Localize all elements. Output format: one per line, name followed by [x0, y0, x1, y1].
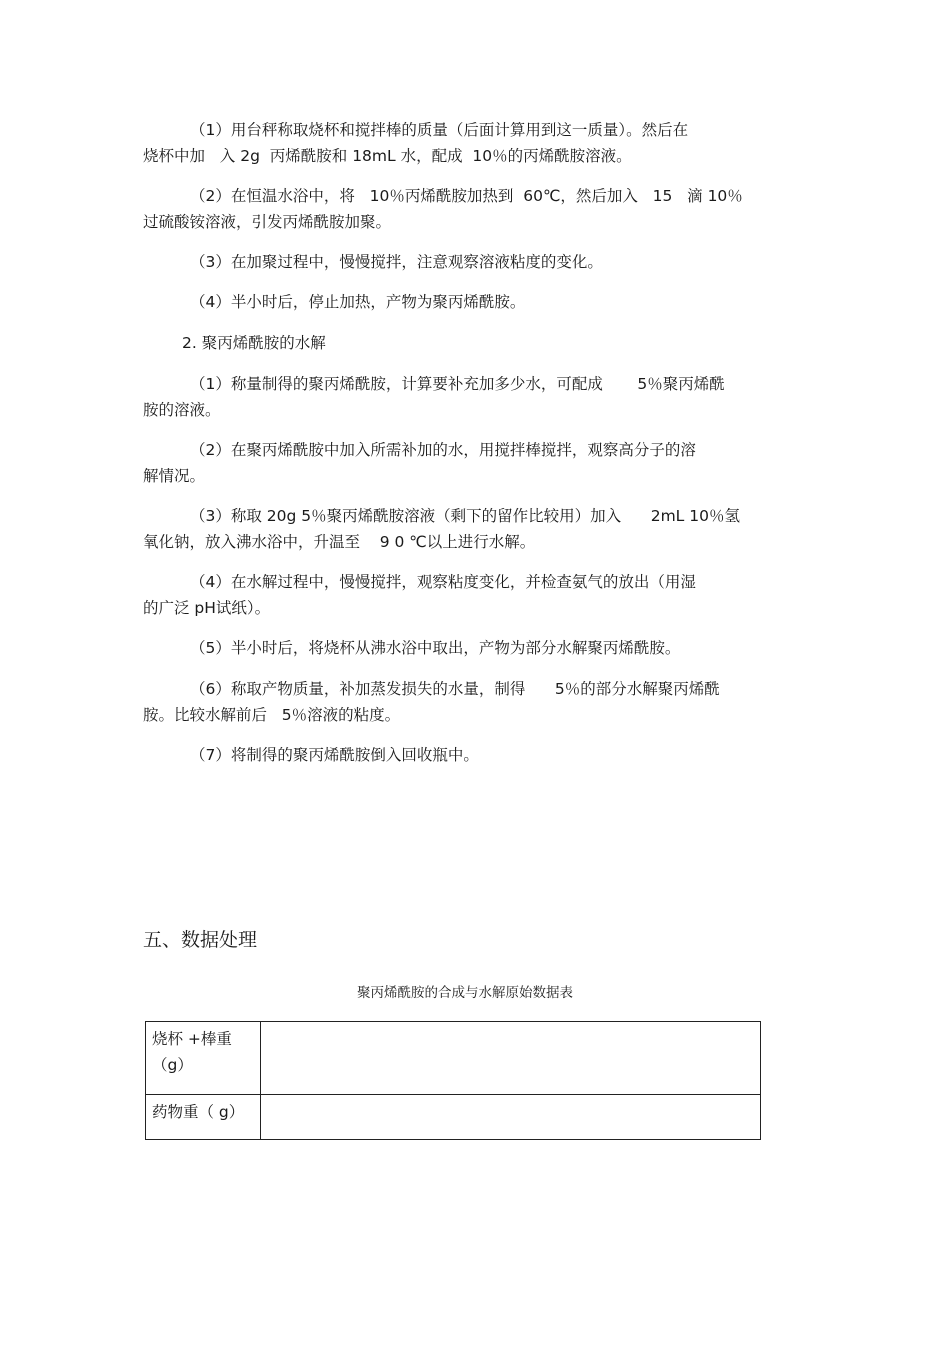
text-line: （1）称量制得的聚丙烯酰胺，计算要补充加多少水，可配成 5％聚丙烯酰 [190, 375, 725, 393]
subsection-heading: 2. 聚丙烯酰胺的水解 [182, 334, 326, 352]
step2-2 [143, 437, 808, 489]
cell-label-line: （g） [152, 1056, 193, 1074]
text-line: （2）在聚丙烯酰胺中加入所需补加的水，用搅拌棒搅拌，观察高分子的溶 [190, 441, 696, 459]
step1-4 [143, 289, 808, 315]
section-title: 五、数据处理 [143, 929, 258, 951]
step2-6 [143, 676, 808, 728]
text-line: 胺。比较水解前后 5％溶液的粘度。 [143, 706, 401, 724]
data-table [145, 1021, 761, 1140]
text-line: （6）称取产物质量，补加蒸发损失的水量，制得 5％的部分水解聚丙烯酰 [190, 680, 720, 698]
step2-3 [143, 503, 808, 555]
table-row [146, 1095, 761, 1140]
step2-7 [143, 742, 808, 768]
table-cell-value[interactable] [261, 1095, 761, 1140]
step2-4 [143, 569, 808, 621]
text-line: 烧杯中加 入 2g 丙烯酰胺和 18mL 水，配成 10％的丙烯酰胺溶液。 [143, 147, 632, 165]
text-line: （7）将制得的聚丙烯酰胺倒入回收瓶中。 [190, 746, 479, 764]
text-line: （4）半小时后，停止加热，产物为聚丙烯酰胺。 [190, 293, 526, 311]
text-line: （3）称取 20g 5％聚丙烯酰胺溶液（剩下的留作比较用）加入 2mL 10％氢 [190, 507, 740, 525]
cell-label-line: 烧杯 +棒重 [152, 1030, 232, 1048]
text-line: 解情况。 [143, 467, 206, 485]
table-cell-label: 药物重（ g） [146, 1095, 261, 1140]
text-line: （3）在加聚过程中，慢慢搅拌，注意观察溶液粘度的变化。 [190, 253, 603, 271]
step1-3 [143, 249, 808, 275]
step2-1 [143, 371, 808, 423]
step1-2 [143, 183, 808, 235]
text-line: （2）在恒温水浴中，将 10％丙烯酰胺加热到 60℃，然后加入 15 滴 10％ [190, 187, 743, 205]
table-caption: 聚丙烯酰胺的合成与水解原始数据表 [357, 985, 573, 1001]
step2-5 [143, 635, 808, 661]
table-cell-label [146, 1022, 261, 1095]
text-line: （1）用台秤称取烧杯和搅拌棒的质量（后面计算用到这一质量）。然后在 [190, 121, 689, 139]
step1-1 [143, 117, 808, 169]
table-row [146, 1022, 761, 1095]
text-line: 过硫酸铵溶液，引发丙烯酰胺加聚。 [143, 213, 392, 231]
text-line: 氧化钠，放入沸水浴中，升温至 9 0 ℃以上进行水解。 [143, 533, 536, 551]
text-line: （4）在水解过程中，慢慢搅拌，观察粘度变化，并检查氨气的放出（用湿 [190, 573, 696, 591]
text-line: 的广泛 pH试纸）。 [143, 599, 271, 617]
text-line: 胺的溶液。 [143, 401, 221, 419]
table-cell-value[interactable] [261, 1022, 761, 1095]
text-line: （5）半小时后，将烧杯从沸水浴中取出，产物为部分水解聚丙烯酰胺。 [190, 639, 681, 657]
